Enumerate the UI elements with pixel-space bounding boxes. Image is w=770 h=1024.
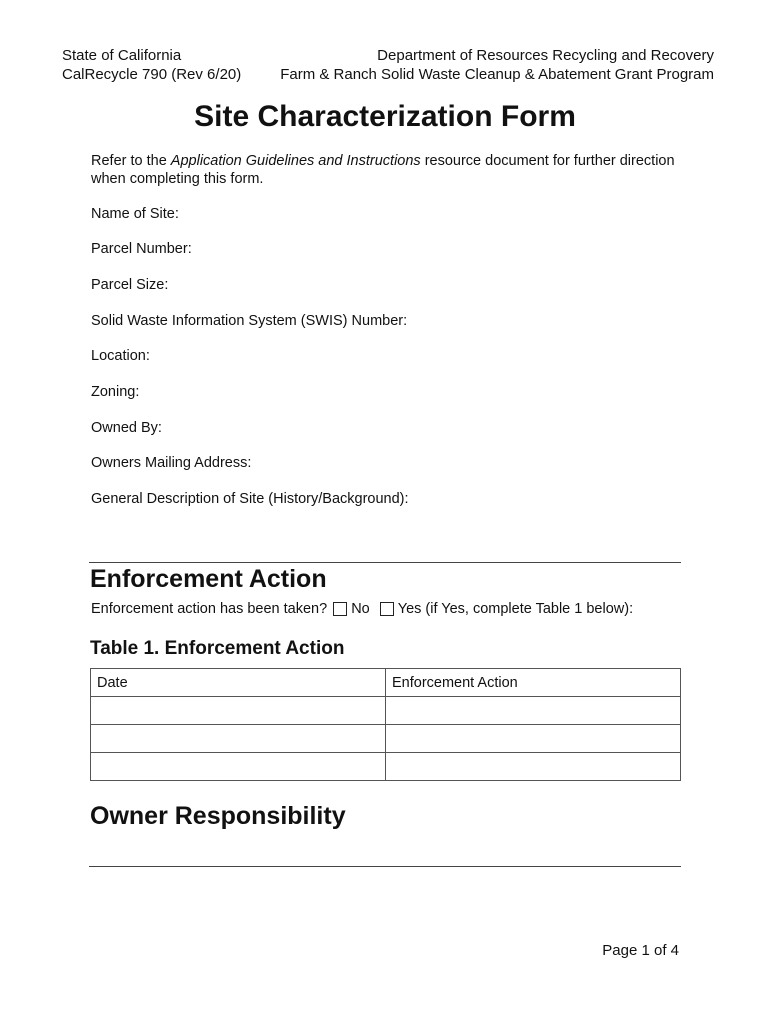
enforcement-question-label: Enforcement action has been taken? bbox=[91, 601, 328, 617]
owner-heading: Owner Responsibility bbox=[90, 802, 346, 830]
program-name: Farm & Ranch Solid Waste Cleanup & Abatement Grant Program bbox=[280, 66, 714, 83]
enforcement-heading: Enforcement Action bbox=[90, 565, 327, 593]
section-divider bbox=[89, 866, 681, 867]
field-zoning[interactable]: Zoning: bbox=[91, 384, 140, 400]
enforcement-question bbox=[91, 601, 633, 617]
enforcement-action-cell[interactable] bbox=[386, 753, 681, 781]
date-cell[interactable] bbox=[91, 725, 386, 753]
enforcement-table bbox=[90, 668, 681, 781]
guidelines-reference: Application Guidelines and Instructions bbox=[170, 153, 421, 169]
table-header-enforcement-action: Enforcement Action bbox=[386, 669, 681, 697]
date-cell[interactable] bbox=[91, 697, 386, 725]
field-location[interactable]: Location: bbox=[91, 348, 150, 364]
enforcement-action-cell[interactable] bbox=[386, 697, 681, 725]
field-name-of-site[interactable]: Name of Site: bbox=[91, 206, 179, 222]
section-divider bbox=[89, 562, 681, 563]
page-number: Page 1 of 4 bbox=[602, 942, 679, 959]
date-cell[interactable] bbox=[91, 753, 386, 781]
intro-prefix: Refer to the bbox=[91, 153, 171, 169]
field-swis-number[interactable]: Solid Waste Information System (SWIS) Number: bbox=[91, 313, 408, 329]
table-row bbox=[91, 725, 681, 753]
field-parcel-number[interactable]: Parcel Number: bbox=[91, 241, 192, 257]
intro-suffix: resource document for further direction when completing this form. bbox=[91, 153, 675, 187]
option-no-label: No bbox=[351, 601, 370, 617]
option-yes-label: Yes (if Yes, complete Table 1 below): bbox=[397, 601, 634, 617]
intro-text bbox=[91, 152, 691, 188]
enforcement-action-cell[interactable] bbox=[386, 725, 681, 753]
checkbox-no[interactable] bbox=[333, 602, 347, 616]
header-left bbox=[62, 46, 241, 84]
table-header-date: Date bbox=[91, 669, 386, 697]
page-title: Site Characterization Form bbox=[194, 100, 576, 133]
field-owned-by[interactable]: Owned By: bbox=[91, 420, 162, 436]
form-number: CalRecycle 790 (Rev 6/20) bbox=[62, 66, 242, 83]
table1-caption: Table 1. Enforcement Action bbox=[90, 638, 345, 659]
checkbox-yes[interactable] bbox=[380, 602, 394, 616]
field-general-description[interactable]: General Description of Site (History/Background): bbox=[91, 491, 409, 507]
header-right bbox=[280, 46, 714, 84]
table-row bbox=[91, 697, 681, 725]
table-header-row bbox=[91, 669, 681, 697]
field-parcel-size[interactable]: Parcel Size: bbox=[91, 277, 169, 293]
field-owners-mailing-address[interactable]: Owners Mailing Address: bbox=[91, 455, 252, 471]
department-name: Department of Resources Recycling and Recovery bbox=[377, 47, 714, 64]
state-label: State of California bbox=[62, 47, 182, 64]
table-row bbox=[91, 753, 681, 781]
